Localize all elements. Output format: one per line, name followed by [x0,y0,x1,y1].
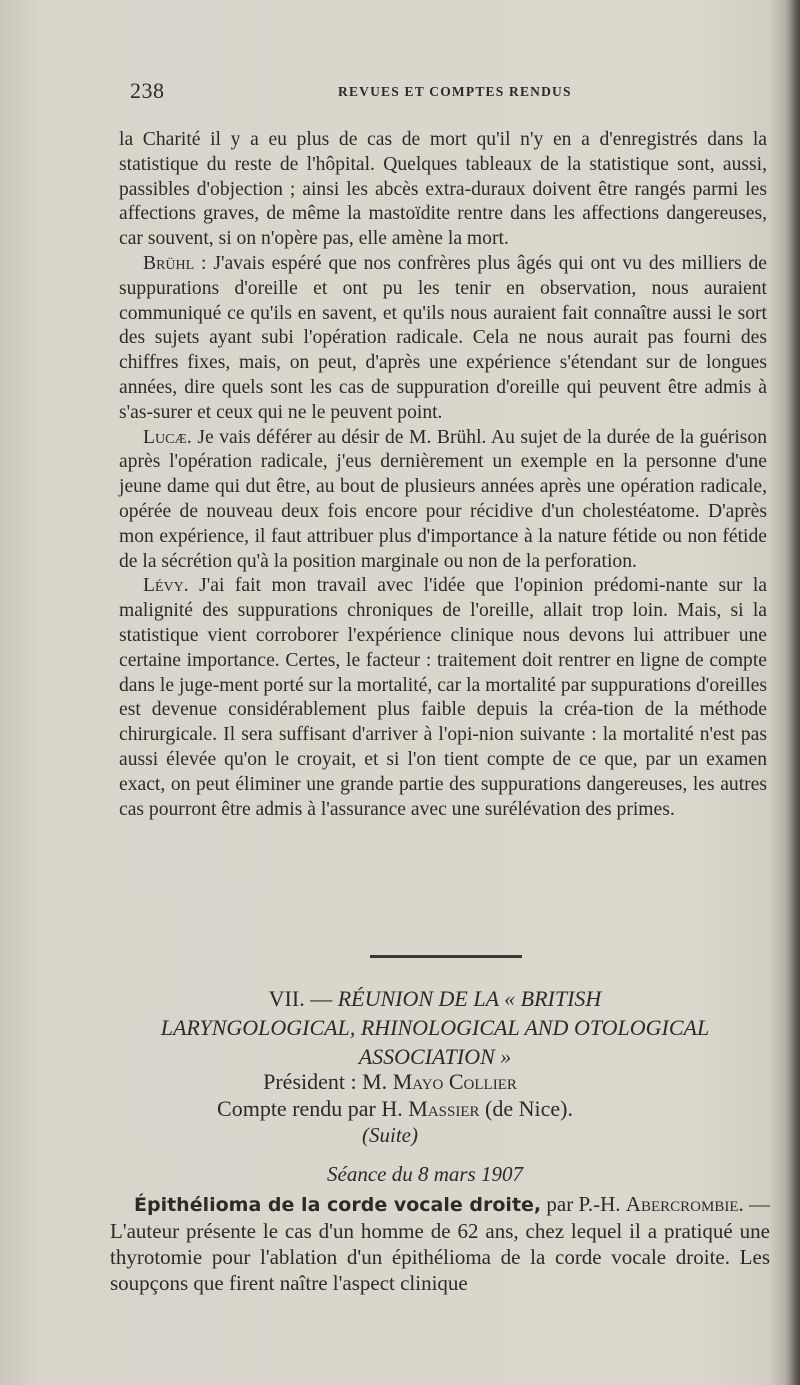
paragraph-1-text: la Charité il y a eu plus de cas de mort qu'il n'y en a d'enregistrés dans la statistique du reste de l'hôpital. Quelques tableaux de la statistique sont, aussi, passibles d'objection ; ainsi les abcès extra-duraux doivent être rangés parmi les affections graves, de même la mastoïdite rentre dans les affections dangereuses, car souvent, si on n'opère pas, elle amène la mort. [119,129,767,250]
paragraph-3-text: . Je vais déférer au désir de M. Brühl. Au sujet de la durée de la guérison après l'opération radicale, j'eus dernièrement un exemple en la personne d'une jeune dame qui dut être, au bout de plusieurs années après une opération radicale, opérée de nouveau deux fois encore pour récidive d'un cholestéatome. D'après mon expérience, il faut attribuer plus d'importance à la nature fétide ou non fétide de la sécrétion qu'à la position marginale ou non de la perforation. [119,426,767,572]
paragraph-3 [119,426,767,575]
president-line [100,1068,680,1096]
president-name: Mayo Collier [392,1069,517,1094]
report-by-line [100,1095,690,1123]
article-text-block [110,1191,770,1296]
page-edge-shadow [786,0,800,1385]
page-header [130,78,770,108]
section-number: VII. — [268,986,338,1011]
speaker-levy: Lévy [143,575,184,597]
paragraph-4-text: . J'ai fait mon travail avec l'idée que l'opinion prédomi-nante sur la malignité des suppurations chroniques de l'oreille, allait trop loin. Mais, si la statistique vient corroborer l'expérience clinique nous devons lui attribuer une certaine importance. Certes, le facteur : traitement doit rentrer en ligne de compte dans le juge-ment porté sur la mortalité, car la mortalité par suppurations d'oreilles est devenue considérablement plus faible depuis la créa-tion de la méthode chirurgicale. Il sera suffisant d'arriver à l'opi-nion suivante : la mortalité n'est pas aussi élevée qu'on le croyait, et si l'on tient compte de ce que, par un examen exact, on peut éliminer une grande partie des suppurations dangereuses, les autres cas pourront être admis à l'assurance avec une surélévation des primes. [119,575,767,820]
discussion-text [119,128,767,822]
paragraph-1 [119,128,767,252]
article-paragraph [110,1191,770,1296]
section-title-line-2: LARYNGOLOGICAL, RHINOLOGICAL AND OTOLOGICAL [160,1015,710,1040]
president-label: Président : M. [263,1069,393,1094]
reporter-place: (de Nice). [479,1096,573,1121]
report-label: Compte rendu par H. [217,1096,409,1121]
running-head: REVUES ET COMPTES RENDUS [338,84,572,99]
speaker-bruhl: Brühl [143,252,195,274]
section-divider [370,955,522,958]
article-by: par P.-H. [541,1192,626,1216]
page-number: 238 [130,78,165,103]
paragraph-2-text: : J'avais espéré que nos confrères plus âgés qui ont vu des milliers de suppurations d'oreille et ont pu les tenir en observation, nous auraient communiqué ce qu'ils en savent, et qu'ils nous auraient fait connaître aussi le sort des sujets ayant subi l'opération radicale. Cela ne nous aurait pas fourni des chiffres fixes, mais, on peut, d'après une expérience s'étendant sur de longues années, dire quels sont les cas de suppuration d'oreille qui peuvent être admis à s'as-surer et ceux qui ne le peuvent point. [119,252,767,423]
section-title-text-1: RÉUNION DE LA « BRITISH [337,986,602,1011]
reporter-name: Massier [408,1096,480,1121]
paragraph-2 [119,252,767,426]
session-date: Séance du 8 mars 1907 [327,1162,523,1186]
section-title [100,984,770,1071]
section-title-line-1 [100,984,770,1013]
paragraph-4 [119,574,767,822]
article-text: . — L'auteur présente le cas d'un homme de 62 ans, chez lequel il a pratiqué une thyrotomie pour l'ablation d'un épithélioma de la corde vocale droite. Les soupçons que firent naître l'aspect clinique [110,1192,771,1295]
article-author: Abercrombie [625,1192,739,1216]
article-title: Épithélioma de la corde vocale droite, [134,1194,542,1216]
speaker-lucae: Lucæ [143,426,187,448]
section-title-line-3: ASSOCIATION » [358,1044,512,1069]
suite-label: (Suite) [362,1123,418,1147]
